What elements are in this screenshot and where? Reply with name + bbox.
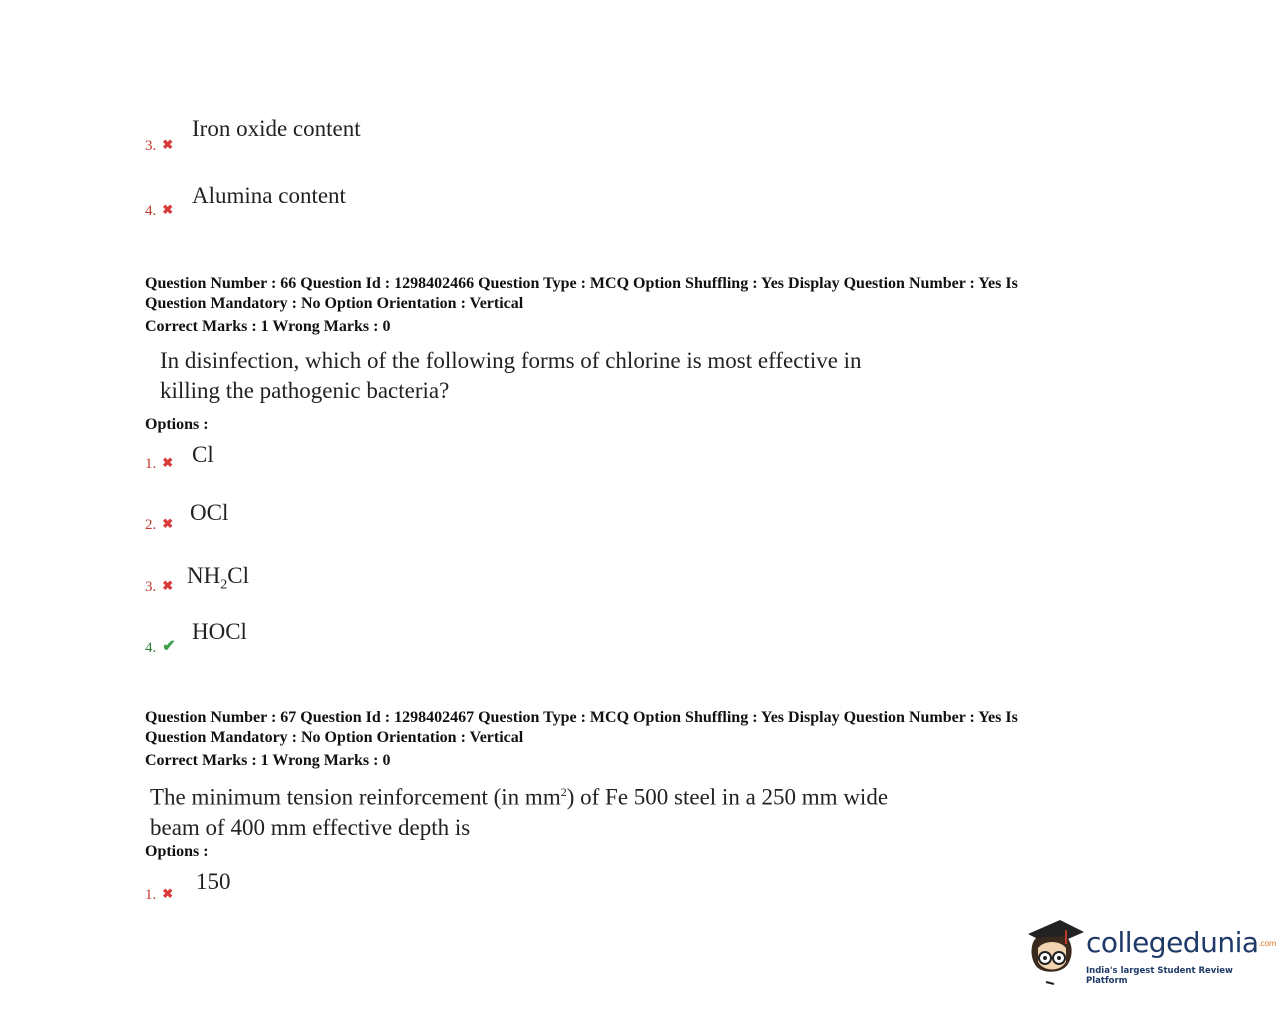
options-label: Options : <box>145 416 209 433</box>
meta-line: Question Mandatory : No Option Orientation : Vertical <box>145 295 524 312</box>
option-text: $NH_2Cl$ <box>187 563 249 593</box>
option-number-1: 1. ✖ <box>145 455 174 472</box>
option-text: 150 <box>196 869 231 894</box>
logo-wordmark: collegedunia$^{.com}$ <box>1086 926 1277 959</box>
question-line: beam of 400 mm effective depth is <box>150 814 471 840</box>
meta-line: Question Mandatory : No Option Orientation : Vertical <box>145 729 524 746</box>
wrong-cross-icon: ✖ <box>162 455 174 470</box>
mascot-icon <box>1022 918 1084 988</box>
option-number-3: 3. ✖ <box>145 578 174 595</box>
question-67-text <box>150 777 910 843</box>
option-text: Iron oxide content <box>192 116 361 141</box>
question-67-meta <box>145 708 1105 748</box>
meta-line: Question Number : 66 Question Id : 1298402466 Question Type : MCQ Option Shuffling : Yes Display Question Number : Yes Is <box>145 275 1018 292</box>
question-line: killing the pathogenic bacteria? <box>160 378 450 403</box>
option-number-3: 3. ✖ <box>145 137 174 154</box>
question-66-text <box>160 346 920 406</box>
option-number-2: 2. ✖ <box>145 516 174 533</box>
logo-tagline: India's largest Student Review Platform <box>1086 966 1233 986</box>
option-number-4: 4. ✖ <box>145 202 174 219</box>
wrong-cross-icon: ✖ <box>162 578 174 593</box>
option-number-1: 1. ✖ <box>145 886 174 903</box>
option-number-4: 4. ✔ <box>145 638 176 656</box>
collegedunia-logo <box>1022 918 1277 988</box>
option-text: Alumina content <box>192 183 346 208</box>
wrong-cross-icon: ✖ <box>162 137 174 152</box>
option-text: Cl <box>192 442 214 467</box>
question-line: In disinfection, which of the following forms of chlorine is most effective in <box>160 348 862 373</box>
option-text: HOCl <box>192 619 247 644</box>
question-66-meta <box>145 274 1105 314</box>
meta-line: Question Number : 67 Question Id : 1298402467 Question Type : MCQ Option Shuffling : Yes Display Question Number : Yes Is <box>145 709 1018 726</box>
wrong-cross-icon: ✖ <box>162 202 174 217</box>
question-67-marks: Correct Marks : 1 Wrong Marks : 0 <box>145 752 391 769</box>
question-line: The minimum tension reinforcement (in $mm^2$) of Fe 500 steel in a 250 mm wide <box>150 784 889 810</box>
wrong-cross-icon: ✖ <box>162 516 174 531</box>
option-text: OCl <box>190 500 229 525</box>
options-label: Options : <box>145 843 209 860</box>
wrong-cross-icon: ✖ <box>162 886 174 901</box>
correct-check-icon: ✔ <box>162 638 176 655</box>
question-66-marks: Correct Marks : 1 Wrong Marks : 0 <box>145 318 391 335</box>
